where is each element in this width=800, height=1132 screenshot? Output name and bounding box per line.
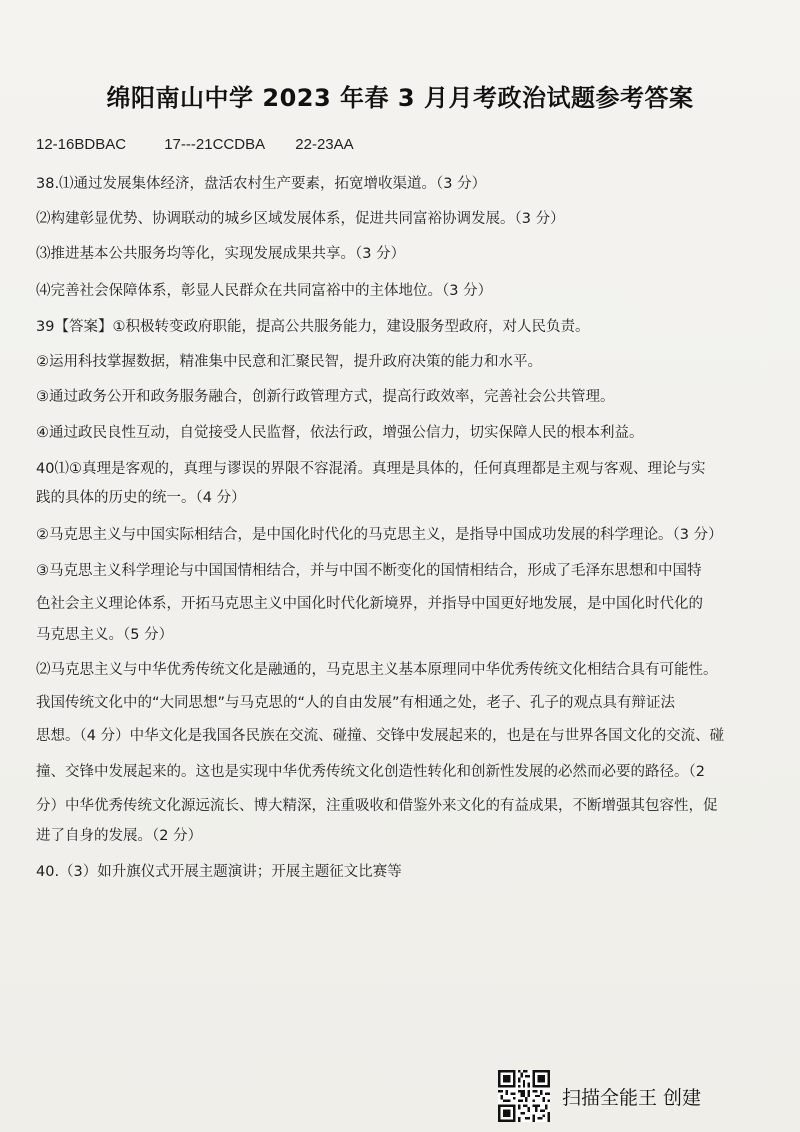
q40-line: 色社会主义理论体系，开拓马克思主义中国化时代化新境界，并指导中国更好地发展，是中国化时代化的 [36, 596, 703, 612]
q39-line: ④通过政民良性互动，自觉接受人民监督，依法行政，增强公信力，切实保障人民的根本利益。 [36, 425, 644, 441]
q38-line: ⑷完善社会保障体系，彰显人民群众在共同富裕中的主体地位。（3 分） [36, 283, 493, 299]
q40-line: 我国传统文化中的“大同思想”与马克思的“人的自由发展”有相通之处，老子、孔子的观点具有辩证法 [36, 695, 676, 711]
q40-line: ②马克思主义与中国实际相结合，是中国化时代化的马克思主义，是指导中国成功发展的科学理论。（3 分） [36, 527, 723, 543]
q40-line: ⑵马克思主义与中华优秀传统文化是融通的，马克思主义基本原理同中华优秀传统文化相结合具有可能性。 [36, 662, 718, 678]
q40-line: 践的具体的历史的统一。（4 分） [36, 490, 246, 506]
choice-answers [36, 136, 354, 153]
q40-line: ③马克思主义科学理论与中国国情相结合，并与中国不断变化的国情相结合，形成了毛泽东思想和中国特 [36, 563, 702, 579]
choice-answer-group: 17---21CCDBA [164, 136, 266, 153]
q40-line: 分）中华优秀传统文化源远流长、博大精深，注重吸收和借鉴外来文化的有益成果，不断增强其包容性，促 [36, 798, 718, 814]
q39-line: ③通过政务公开和政务服务融合，创新行政管理方式，提高行政效率，完善社会公共管理。 [36, 389, 615, 405]
q40-line: 40⑴①真理是客观的，真理与谬误的界限不容混淆。真理是具体的，任何真理都是主观与客观、理论与实 [36, 461, 706, 477]
qr-code-icon [498, 1070, 550, 1122]
q38-line: ⑶推进基本公共服务均等化，实现发展成果共享。（3 分） [36, 246, 406, 262]
choice-answer-group: 12-16BDBAC [36, 136, 127, 153]
q40-line: 进了自身的发展。（2 分） [36, 828, 203, 844]
q38-line: 38.⑴通过发展集体经济，盘活农村生产要素，拓宽增收渠道。（3 分） [36, 176, 487, 192]
scanner-brand-text: 扫描全能王 创建 [562, 1086, 702, 1109]
choice-answer-group: 22-23AA [295, 136, 354, 153]
q40-line: 撞、交锋中发展起来的。这也是实现中华优秀传统文化创造性转化和创新性发展的必然而必要的路径。（2 [36, 764, 705, 780]
q39-line: ②运用科技掌握数据，精准集中民意和汇聚民智，提升政府决策的能力和水平。 [36, 354, 542, 370]
q38-line: ⑵构建彰显优势、协调联动的城乡区域发展体系，促进共同富裕协调发展。（3 分） [36, 211, 565, 227]
q40-line: 马克思主义。（5 分） [36, 627, 174, 643]
scanner-watermark [498, 1068, 701, 1124]
q40-line: 思想。（4 分）中华文化是我国各民族在交流、碰撞、交锋中发展起来的，也是在与世界各国文化的交流、碰 [36, 728, 725, 744]
q40-line: 40.（3）如升旗仪式开展主题演讲；开展主题征文比赛等 [36, 864, 402, 880]
q39-line: 39【答案】①积极转变政府职能，提高公共服务能力，建设服务型政府，对人民负责。 [36, 319, 590, 335]
document-title: 绵阳南山中学 2023 年春 3 月月考政治试题参考答案 [106, 84, 694, 112]
